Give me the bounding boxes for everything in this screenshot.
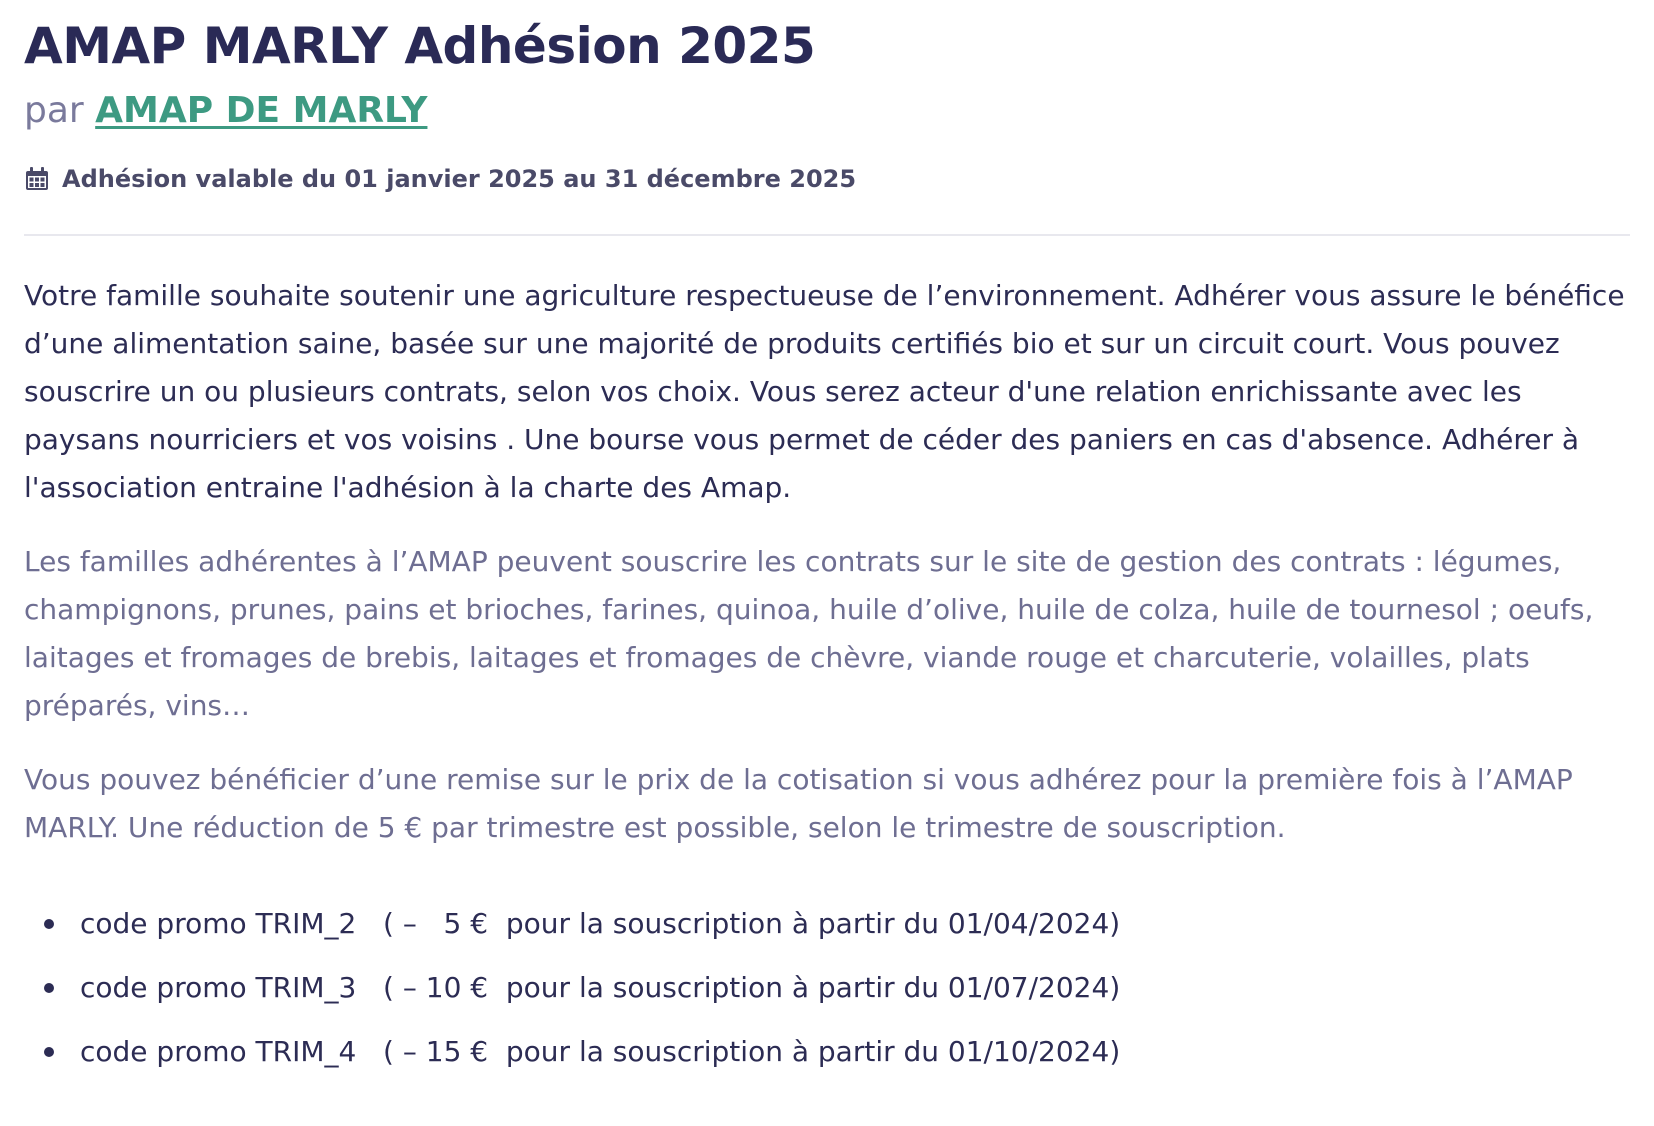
description-paragraph-2: Les familles adhérentes à l’AMAP peuvent souscrire les contrats sur le site de gestion des contrats : légumes, champignons, prunes, pains et brioches, farines, quinoa, huile d’olive, huile de colza, huile de tournesol ; oeufs, laitages et fromages de brebis, laitages et fromages de chèvre, viande rouge et charcuterie, volailles, plats préparés, vins… [24,545,1594,722]
promo-code-text: code promo TRIM_2 ( – 5 € pour la souscription à partir du 01/04/2024) [80,907,1121,940]
list-item [44,892,1630,956]
by-prefix: par [24,90,84,131]
page-title: AMAP MARLY Adhésion 2025 [24,17,816,75]
validity-info [24,162,1630,196]
description-paragraph-3: Vous pouvez bénéficier d’une remise sur le prix de la cotisation si vous adhérez pour la première fois à l’AMAP MARLY. Une réduction de 5 € par trimestre est possible, selon le trimestre de souscription. [24,763,1573,844]
bullet-icon [44,919,54,929]
list-item [44,956,1630,1020]
organizer-link[interactable]: AMAP DE MARLY [95,90,428,131]
section-divider [24,234,1630,236]
promo-code-text: code promo TRIM_4 ( – 15 € pour la souscription à partir du 01/10/2024) [80,1035,1121,1068]
promo-code-list [24,892,1630,1084]
bullet-icon [44,983,54,993]
validity-text: Adhésion valable du 01 janvier 2025 au 31 décembre 2025 [62,165,857,193]
calendar-icon [24,166,50,192]
organizer-byline [24,86,1630,136]
promo-code-text: code promo TRIM_3 ( – 10 € pour la souscription à partir du 01/07/2024) [80,971,1121,1004]
list-item [44,1020,1630,1084]
bullet-icon [44,1047,54,1057]
description-paragraph-1: Votre famille souhaite soutenir une agriculture respectueuse de l’environnement. Adhérer vous assure le bénéfice d’une alimentation saine, basée sur une majorité de produits certifiés bio et sur un circuit court. Vous pouvez souscrire un ou plusieurs contrats, selon vos choix. Vous serez acteur d'une relation enrichissante avec les paysans nourriciers et vos voisins . Une bourse vous permet de céder des paniers en cas d'absence. Adhérer à l'association entraine l'adhésion à la charte des Amap. [24,279,1625,504]
